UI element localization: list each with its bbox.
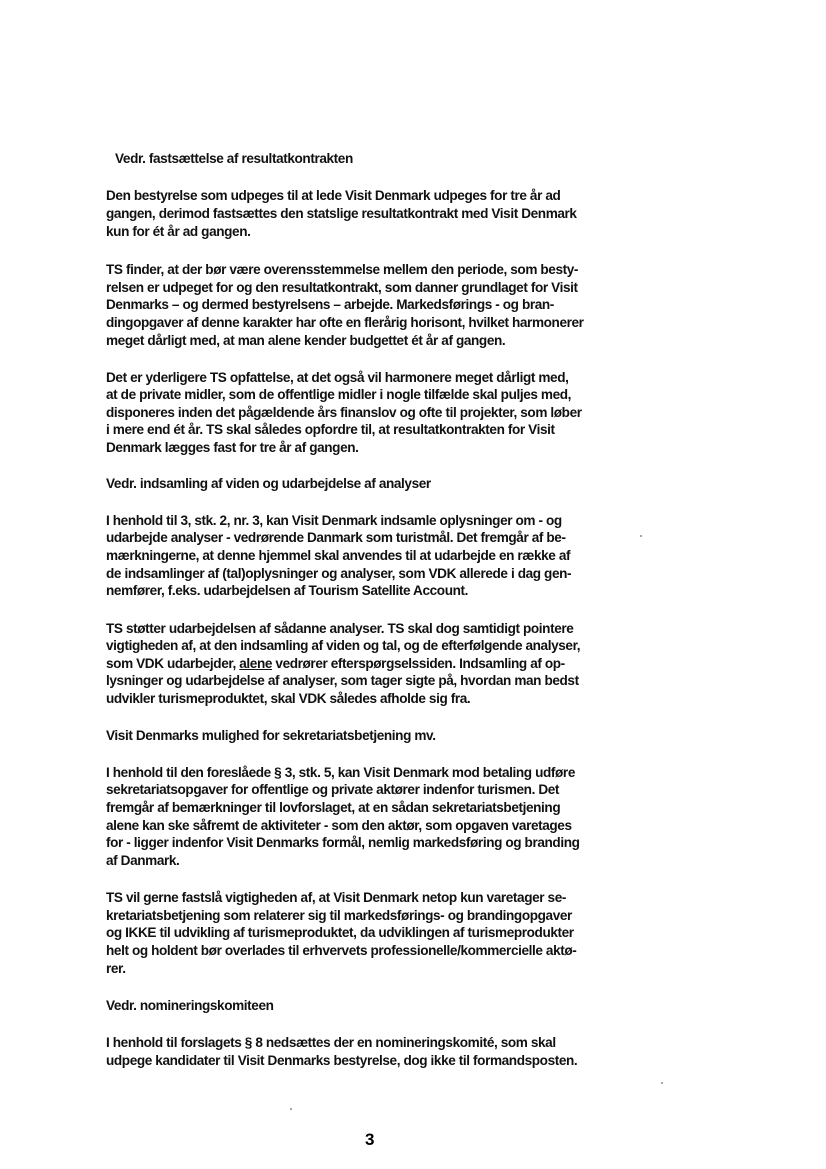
paragraph-line: lysninger og udarbejdelse af analyser, som tager sigte på, hvordan man bedst xyxy=(106,673,579,688)
paragraph-line: de indsamlinger af (tal)oplysninger og analyser, som VDK allerede i dag gen- xyxy=(106,566,572,581)
paragraph-line: udpege kandidater til Visit Denmarks bestyrelse, dog ikke til formandsposten. xyxy=(106,1053,578,1068)
paragraph-line: TS vil gerne fastslå vigtigheden af, at Visit Denmark netop kun varetager se- xyxy=(106,890,566,905)
paragraph-line: Den bestyrelse som udpeges til at lede Visit Denmark udpeges for tre år ad xyxy=(106,188,561,203)
paragraph-line: Denmark lægges fast for tre år af gangen. xyxy=(106,440,359,455)
paragraph-line xyxy=(106,656,565,672)
paragraph-line: sekretariatsopgaver for offentlige og private aktører indenfor turismen. Det xyxy=(106,782,560,797)
paragraph-line: kretariatsbetjening som relaterer sig til markedsførings- og brandingopgaver xyxy=(106,908,572,923)
paragraph-line: udvikler turismeproduktet, skal VDK således afholde sig fra. xyxy=(106,691,471,706)
paragraph-line: gangen, derimod fastsættes den statslige resultatkontrakt med Visit Denmark xyxy=(106,206,577,221)
paragraph-line: helt og holdent bør overlades til erhvervets professionelle/kommercielle aktø- xyxy=(106,943,577,958)
paragraph-line: rer. xyxy=(106,961,126,976)
paragraph-line: af Danmark. xyxy=(106,853,180,868)
paragraph-line: at de private midler, som de offentlige midler i nogle tilfælde skal puljes med, xyxy=(106,387,572,402)
paragraph-text: som VDK udarbejder, xyxy=(106,656,240,671)
paragraph-line: I henhold til den foreslåede § 3, stk. 5, kan Visit Denmark mod betaling udføre xyxy=(106,765,575,780)
paragraph-line: disponeres inden det pågældende års finanslov og ofte til projekter, som løber xyxy=(106,405,582,420)
section-heading-sekretariat: Visit Denmarks mulighed for sekretariatsbetjening mv. xyxy=(106,728,436,743)
paragraph-line: I henhold til forslagets § 8 nedsættes der en nomineringskomité, som skal xyxy=(106,1035,556,1050)
paragraph-line: mærkningerne, at denne hjemmel skal anvendes til at udarbejde en række af xyxy=(106,548,571,563)
paragraph-line: Denmarks – og dermed bestyrelsens – arbejde. Markedsførings - og bran- xyxy=(106,297,554,312)
scan-speck xyxy=(661,1082,663,1084)
paragraph-line: kun for ét år ad gangen. xyxy=(106,224,251,239)
paragraph-text: vedrører efterspørgselssiden. Indsamling af op- xyxy=(272,656,565,671)
paragraph-line: TS støtter udarbejdelsen af sådanne analyser. TS skal dog samtidigt pointere xyxy=(106,621,574,636)
scan-speck xyxy=(640,535,642,537)
paragraph-line: for - ligger indenfor Visit Denmarks formål, nemlig markedsføring og branding xyxy=(106,835,580,850)
paragraph-line: udarbejde analyser - vedrørende Danmark som turistmål. Det fremgår af be- xyxy=(106,530,566,545)
paragraph-line: I henhold til 3, stk. 2, nr. 3, kan Visit Denmark indsamle oplysninger om - og xyxy=(106,513,562,528)
paragraph-line: og IKKE til udvikling af turismeproduktet, da udviklingen af turismeprodukter xyxy=(106,925,574,940)
paragraph-line: i mere end ét år. TS skal således opfordre til, at resultatkontrakten for Visit xyxy=(106,422,555,437)
scan-speck xyxy=(290,1108,292,1110)
paragraph-line: TS finder, at der bør være overensstemmelse mellem den periode, som besty- xyxy=(106,262,579,277)
paragraph-line: alene kan ske såfremt de aktiviteter - som den aktør, som opgaven varetages xyxy=(106,818,572,833)
paragraph-line: fremgår af bemærkninger til lovforslaget, at en sådan sekretariatsbetjening xyxy=(106,800,561,815)
paragraph-line: Det er yderligere TS opfattelse, at det også vil harmonere meget dårligt med, xyxy=(106,370,569,385)
section-heading-nominering: Vedr. nomineringskomiteen xyxy=(106,998,274,1013)
page-number: 3 xyxy=(365,1130,375,1149)
paragraph-line: nemfører, f.eks. udarbejdelsen af Tourism Satellite Account. xyxy=(106,583,469,598)
section-heading-analyser: Vedr. indsamling af viden og udarbejdelse af analyser xyxy=(106,476,431,491)
paragraph-line: relsen er udpeget for og den resultatkontrakt, som danner grundlaget for Visit xyxy=(106,280,578,295)
paragraph-line: vigtigheden af, at den indsamling af viden og tal, og de efterfølgende analyser, xyxy=(106,638,581,653)
underlined-emphasis: alene xyxy=(239,656,273,671)
paragraph-line: meget dårligt med, at man alene kender budgettet ét år af gangen. xyxy=(106,333,506,348)
section-heading-resultatkontrakt: Vedr. fastsættelse af resultatkontrakten xyxy=(115,151,353,166)
paragraph-line: dingopgaver af denne karakter har ofte en flerårig horisont, hvilket harmonerer xyxy=(106,315,584,330)
